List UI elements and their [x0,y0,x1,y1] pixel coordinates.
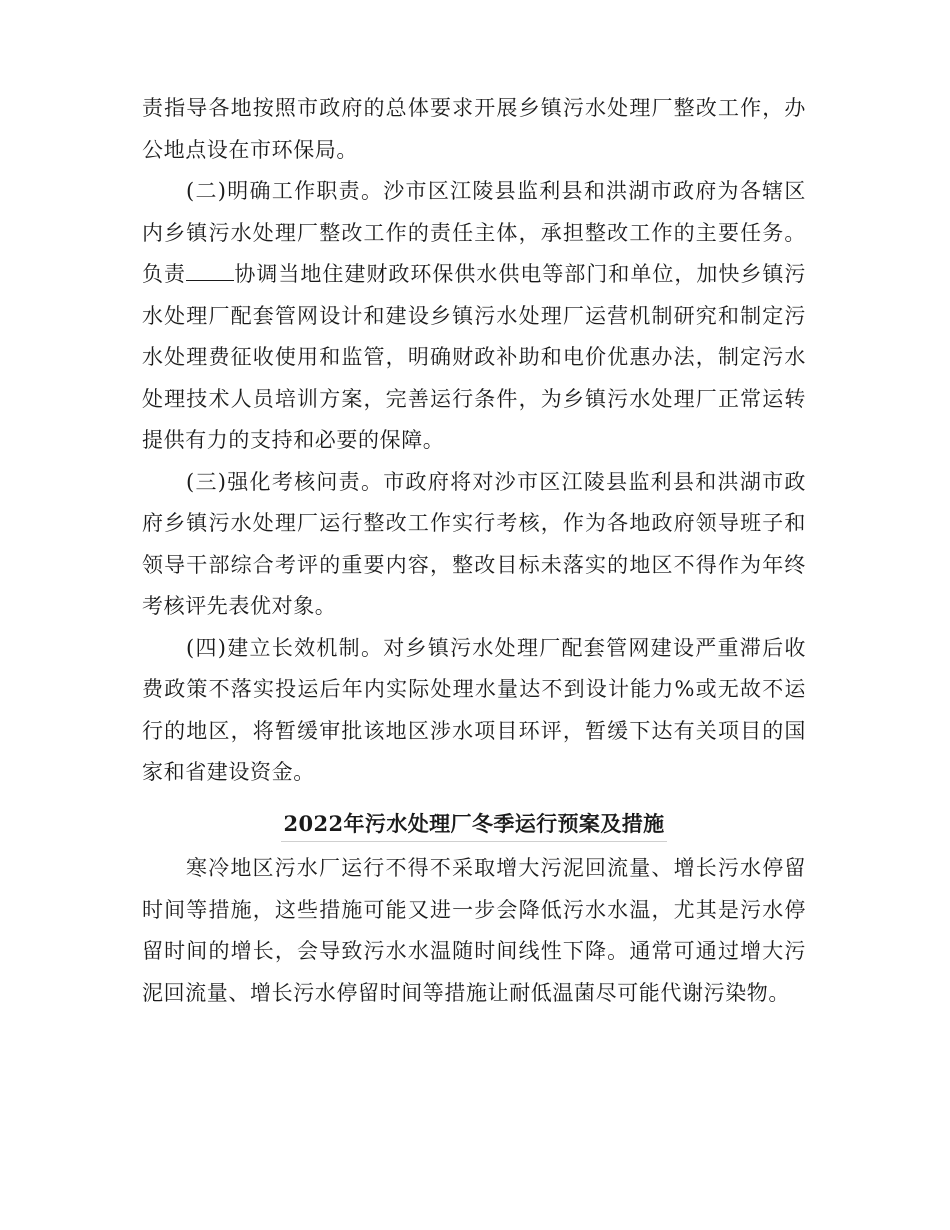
paragraph-work-duties-part2: 协调当地住建财政环保供水供电等部门和单位，加快乡镇污水处理厂配套管网设计和建设乡镇污水处理厂运营机制研究和制定污水处理费征收使用和监管，明确财政补助和电价优惠办法，制定污水处理技术人员培训方案，完善运行条件，为乡镇污水处理厂正常运转提供有力的支持和必要的保障。 [142,262,806,452]
paragraph-work-duties [142,171,806,462]
paragraph-winter-operation: 寒冷地区污水厂运行不得不采取增大污泥回流量、增长污水停留时间等措施，这些措施可能又进一步会降低污水水温，尤其是污水停留时间的增长，会导致污水水温随时间线性下降。通常可通过增大污泥回流量、增长污水停留时间等措施让耐低温菌尽可能代谢污染物。 [142,856,806,1005]
paragraph-work-duties-part1: (二)明确工作职责。沙市区江陵县监利县和洪湖市政府为各辖区内乡镇污水处理厂整改工作的责任主体，承担整改工作的主要任务。负责 [142,179,806,286]
paragraph-continuation: 责指导各地按照市政府的总体要求开展乡镇污水处理厂整改工作，办公地点设在市环保局。 [142,96,806,162]
document-page [142,88,806,1014]
section-title-text: 2022年污水处理厂冬季运行预案及措施 [281,807,666,842]
section-title [142,803,806,845]
paragraph-assessment: (三)强化考核问责。市政府将对沙市区江陵县监利县和洪湖市政府乡镇污水处理厂运行整改工作实行考核，作为各地政府领导班子和领导干部综合考评的重要内容，整改目标未落实的地区不得作为年终考核评先表优对象。 [142,469,806,618]
paragraph-long-term-mechanism: (四)建立长效机制。对乡镇污水处理厂配套管网建设严重滞后收费政策不落实投运后年内实际处理水量达不到设计能力%或无故不运行的地区，将暂缓审批该地区涉水项目环评，暂缓下达有关项目的国家和省建设资金。 [142,635,806,784]
fill-in-blank [186,262,234,281]
